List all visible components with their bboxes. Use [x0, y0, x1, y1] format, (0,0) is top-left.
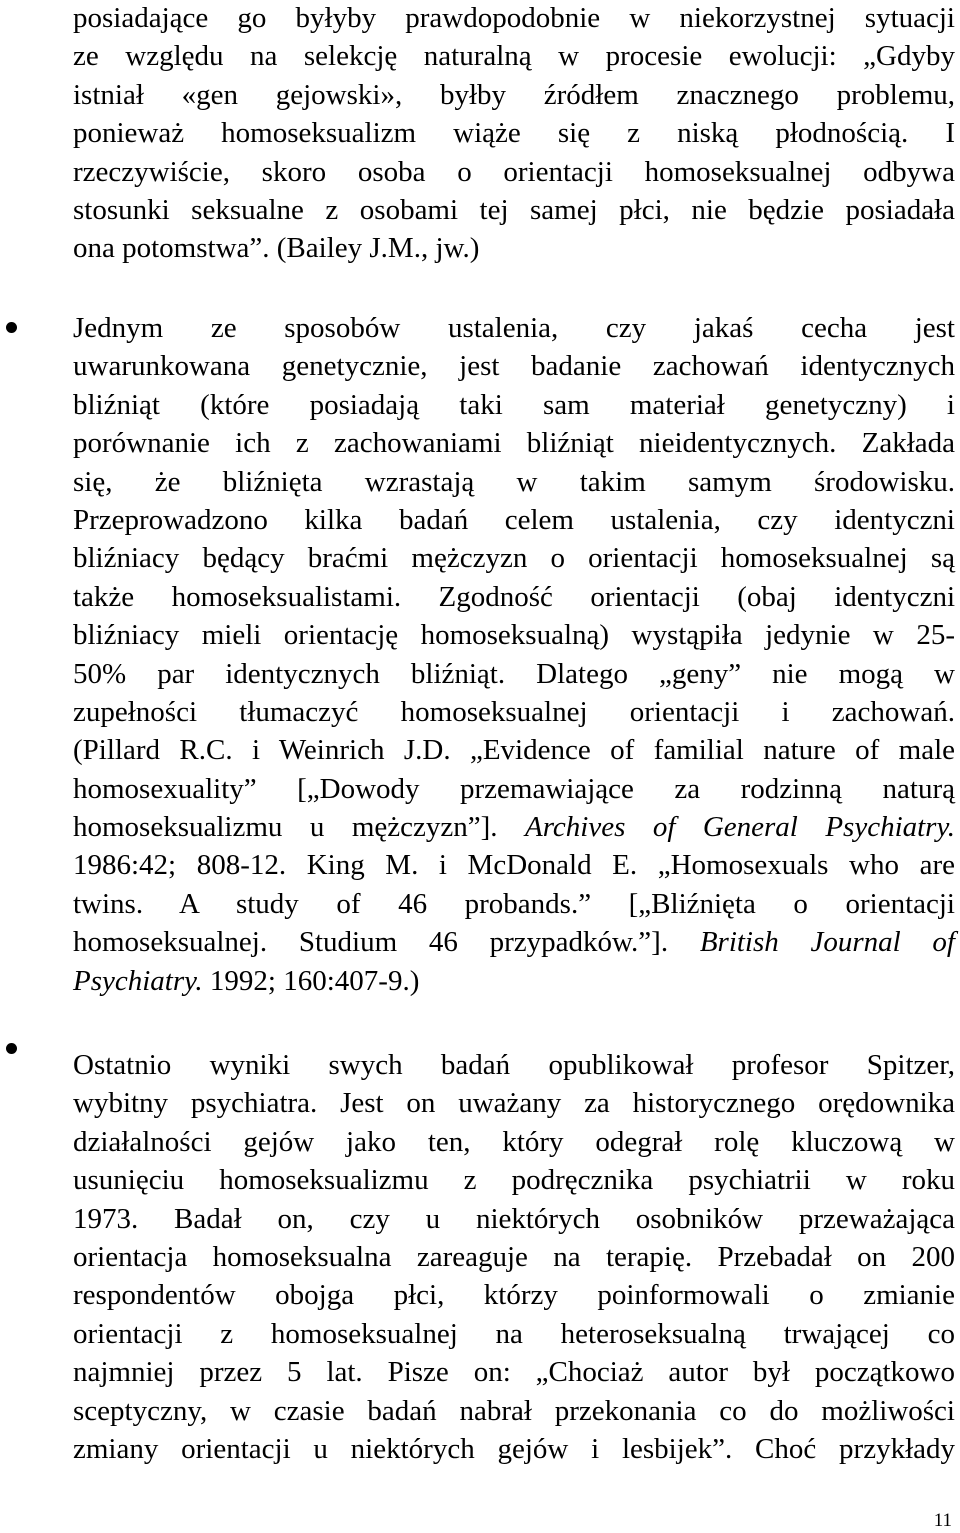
text-line: 50% par identycznych bliźniąt. Dlatego „geny” nie mogą w [73, 657, 955, 690]
text-line: orientacji z homoseksualnej na heteroseksualną trwającej co [73, 1317, 955, 1350]
text-line: stosunki seksualne z osobami tej samej płci, nie będzie posiadała [73, 193, 955, 226]
bullet-icon [6, 1043, 17, 1054]
text-line: sceptyczny, w czasie badań nabrał przekonania co do możliwości [73, 1394, 955, 1427]
text-line: zmiany orientacji u niektórych gejów i lesbijek”. Choć przykłady [73, 1432, 955, 1465]
text-line: bliźniąt (które posiadają taki sam materiał genetyczny) i [73, 388, 955, 421]
text-line: ona potomstwa”. (Bailey J.M., jw.) [73, 232, 480, 265]
text-line: twins. A study of 46 probands.” [„Bliźnięta o orientacji [73, 887, 955, 920]
paragraph-twins-studies [73, 309, 955, 1000]
text-line: ponieważ homoseksualizm wiąże się z niską płodnością. I [73, 117, 955, 150]
text-line: respondentów obojga płci, którzy poinformowali o zmianie [73, 1279, 955, 1312]
text-line: posiadające go byłyby prawdopodobnie w niekorzystnej sytuacji [73, 2, 955, 34]
text-line: Psychiatry. 1992; 160:407-9.) [73, 964, 420, 997]
text-line: się, że bliźnięta wzrastają w takim samym środowisku. [73, 465, 955, 498]
text-line: ze względu na selekcję naturalną w procesie ewolucji: „Gdyby [73, 40, 955, 73]
text-line: orientacja homoseksualna zareaguje na terapię. Przebadał on 200 [73, 1240, 955, 1273]
text-line: rzeczywiście, skoro osoba o orientacji homoseksualnej odbywa [73, 155, 955, 188]
bullet-icon [6, 322, 17, 333]
text-line: 1973. Badał on, czy u niektórych osobników przeważająca [73, 1202, 955, 1235]
text-line: (Pillard R.C. i Weinrich J.D. „Evidence of familial nature of male [73, 734, 955, 767]
text-line: uwarunkowana genetycznie, jest badanie zachowań identycznych [73, 350, 955, 383]
text-line: Przeprowadzono kilka badań celem ustalenia, czy identyczni [73, 503, 955, 536]
text-line: homoseksualnej. Studium 46 przypadków.”]. British Journal of [73, 926, 955, 959]
text-line: bliźniacy będący braćmi mężczyzn o orientacji homoseksualnej są [73, 542, 955, 575]
text-line: wybitny psychiatra. Jest on uważany za historycznego orędownika [73, 1087, 955, 1120]
text-line: 1986:42; 808-12. King M. i McDonald E. „Homosexuals who are [73, 849, 955, 882]
text-line: Ostatnio wyniki swych badań opublikował profesor Spitzer, [73, 1049, 955, 1081]
text-line: Jednym ze sposobów ustalenia, czy jakaś cecha jest [73, 312, 955, 344]
text-line: istniał «gen gejowski», byłby źródłem znacznego problemu, [73, 78, 955, 111]
text-line: porównanie ich z zachowaniami bliźniąt nieidentycznych. Zakłada [73, 427, 955, 460]
text-line-italic-citation: homoseksualizmu u mężczyzn”]. Archives of General Psychiatry. [73, 811, 955, 844]
paragraph-continuation [73, 0, 955, 268]
paragraph-spitzer [73, 1046, 955, 1468]
page-number: 11 [933, 1510, 952, 1531]
text-line: usunięciu homoseksualizmu z podręcznika psychiatrii w roku [73, 1164, 955, 1197]
text-line: homosexuality” [„Dowody przemawiające za rodzinną naturą [73, 772, 955, 805]
text-line: także homoseksualistami. Zgodność orientacji (obaj identyczni [73, 580, 955, 613]
text-line: najmniej przez 5 lat. Pisze on: „Chociaż autor był początkowo [73, 1356, 955, 1389]
text-line: działalności gejów jako ten, który odegrał rolę kluczową w [73, 1125, 955, 1158]
text-line: bliźniacy mieli orientację homoseksualną) wystąpiła jedynie w 25- [73, 619, 955, 652]
text-line: zupełności tłumaczyć homoseksualnej orientacji i zachowań. [73, 695, 955, 728]
